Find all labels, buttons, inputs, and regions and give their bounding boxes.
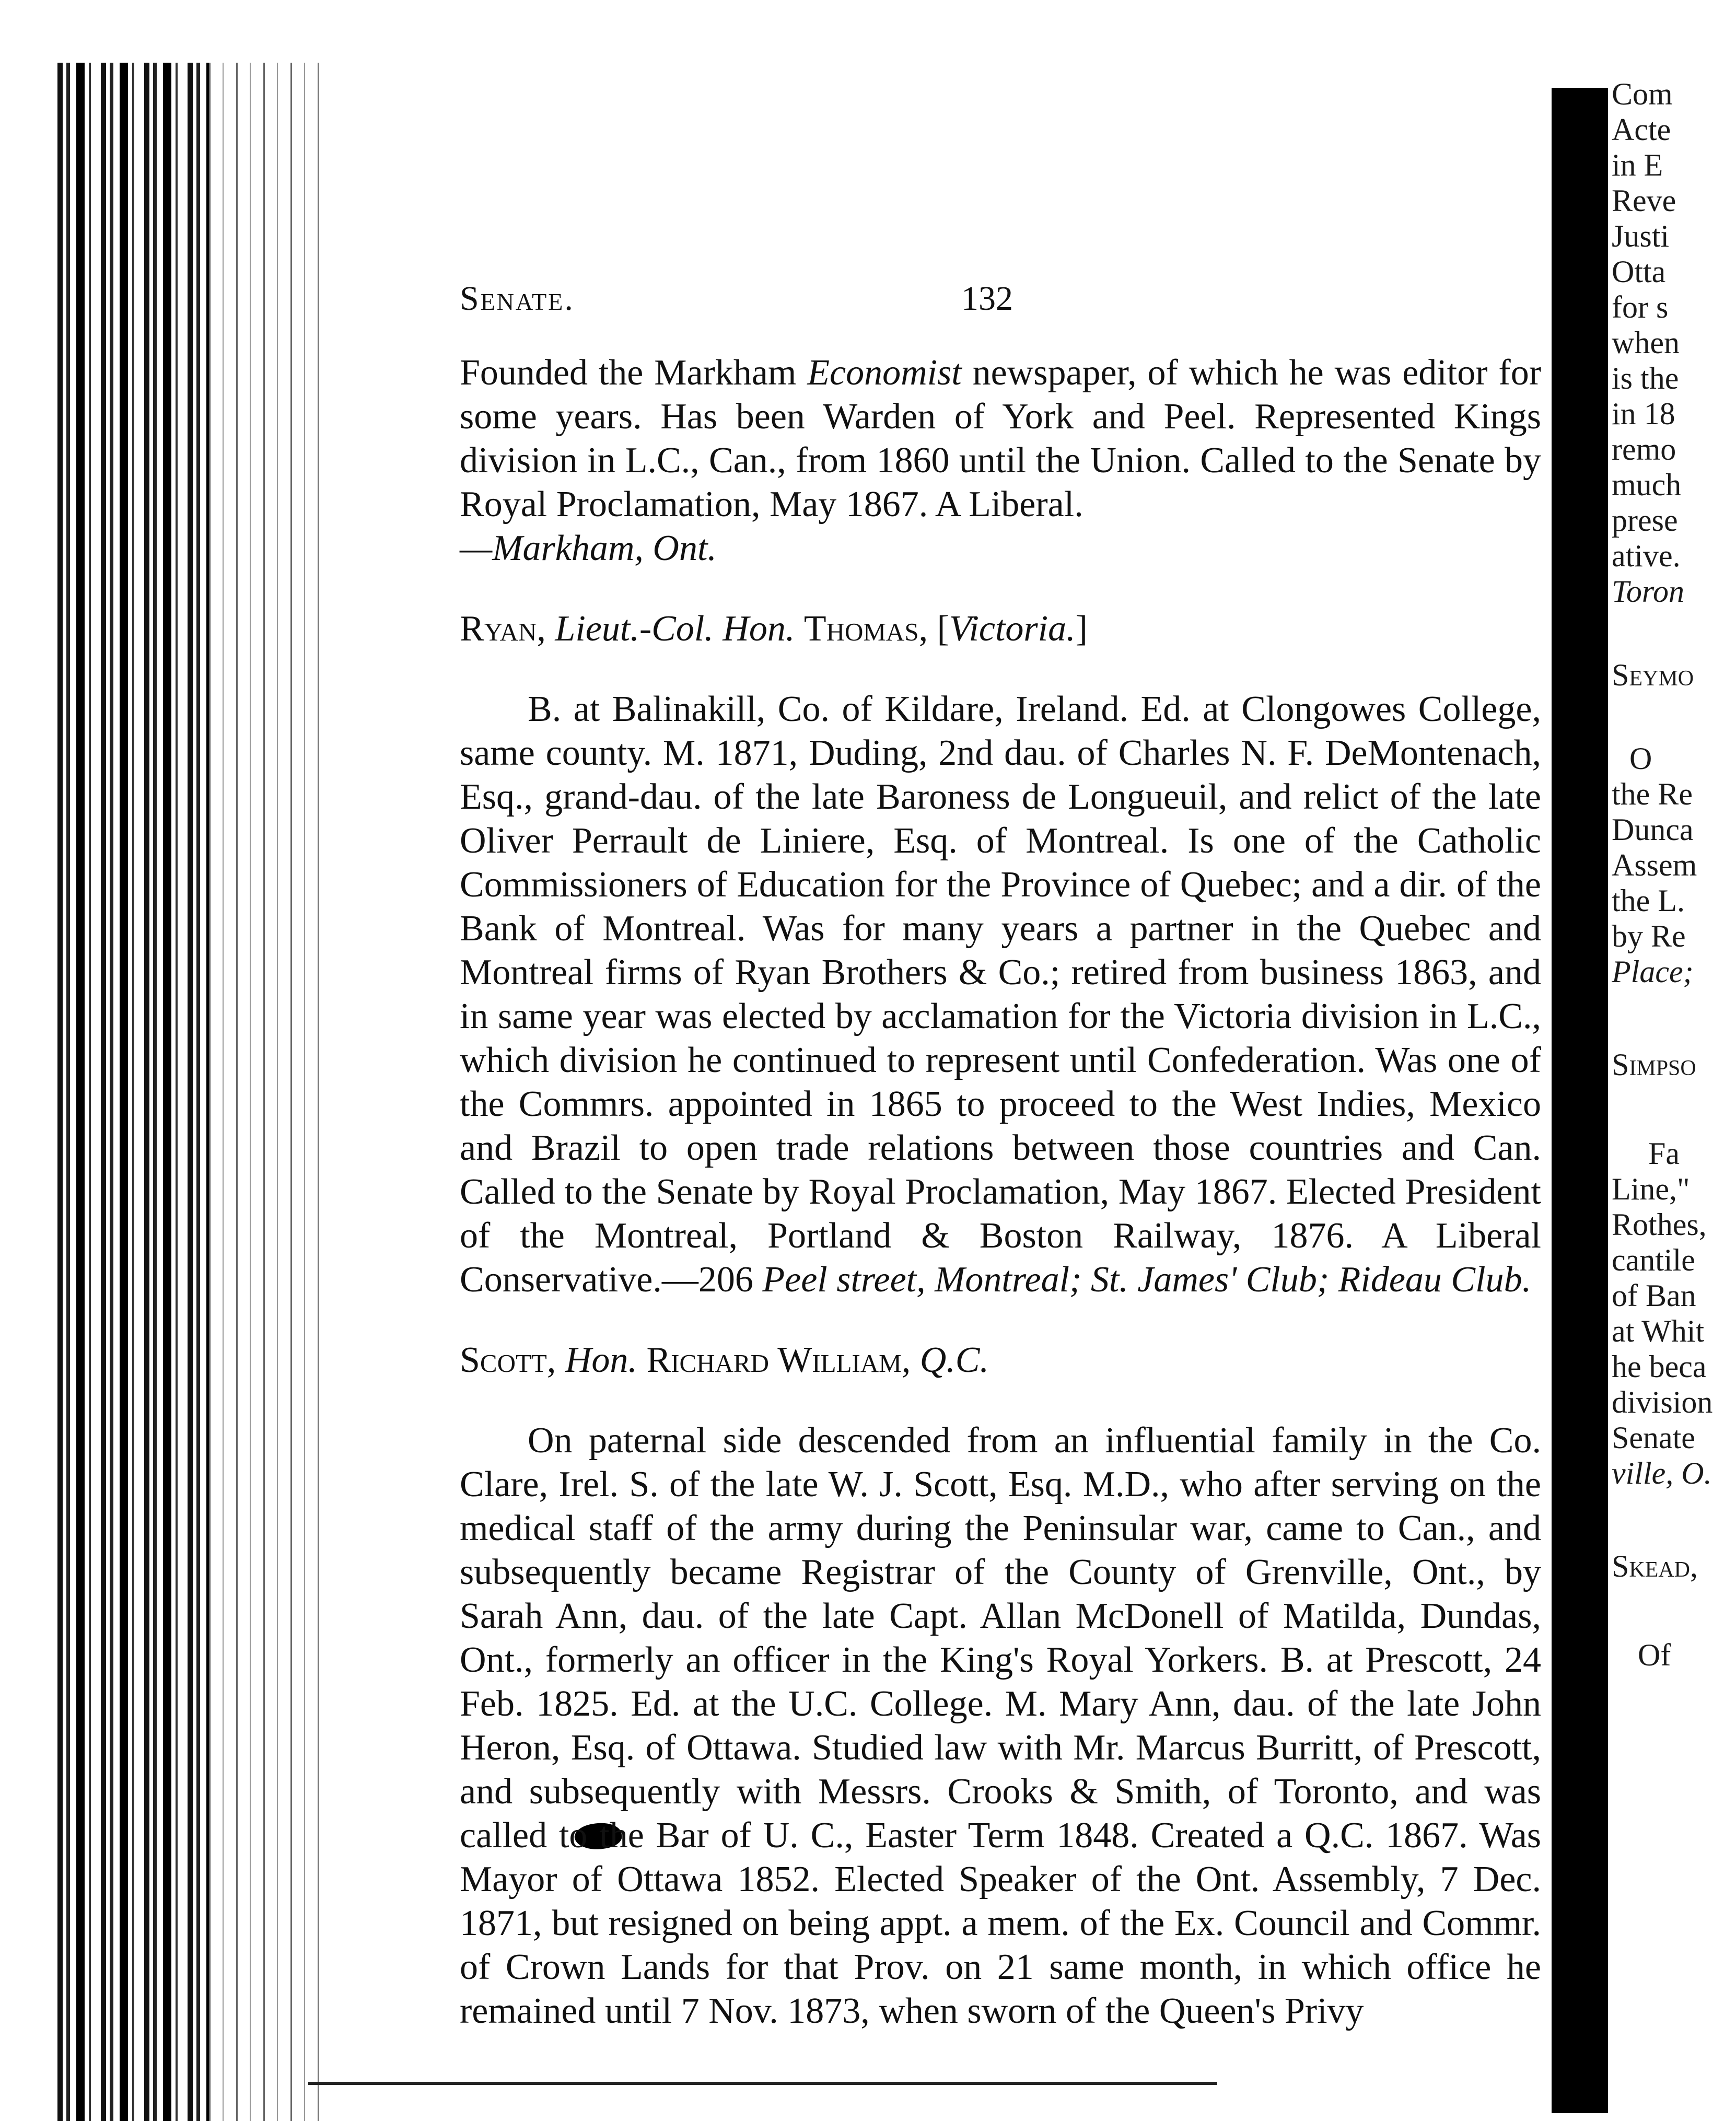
running-head: Senate. bbox=[460, 279, 575, 318]
right-fragment: is the bbox=[1612, 361, 1679, 395]
right-fragment: Reve bbox=[1612, 183, 1676, 218]
right-fragment: the Re bbox=[1612, 777, 1693, 811]
ryan-address: Peel street, Montreal; St. James' Club; Rideau Club. bbox=[762, 1260, 1532, 1300]
entry-body-scott: On paternal side descended from an influential family in the Co. Clare, Irel. S. of the late W. J. Scott, Esq. M.D., who after serving on the medical staff of the army during the Peninsular war, came to Can., and subsequently became Registrar of the County of Grenville, Ont., by Sarah Ann, dau. of the late Capt. Allan McDonell of Matilda, Dundas, Ont., formerly an officer in the King's Royal Yorkers. B. at Prescott, 24 Feb. 1825. Ed. at the U.C. College. M. Mary Ann, dau. of the late John Heron, Esq. of Ottawa. Studied law with Mr. Marcus Burritt, of Prescott, and subsequently with Messrs. Crooks & Smith, of Toronto, and was called to the Bar of U. C., Easter Term 1848. Created a Q.C. 1867. Was Mayor of Ottawa 1852. Elected Speaker of the Ont. Assembly, 7 Dec. 1871, but resigned on being appt. a mem. of the Ex. Council and Commr. of Crown Lands for that Prov. on 21 same month, in which office he remained until 7 Nov. 1873, when sworn of the Queen's Privy bbox=[460, 1420, 1541, 2031]
right-fragment: Assem bbox=[1612, 848, 1697, 882]
right-fragment: when bbox=[1612, 325, 1680, 360]
continuation-text-2: newspaper, of which he was editor for some years. Has been Warden of York and Peel. Represented Kings division in L.C., Can., from 1860 until the Union. Called to the Senate by Royal Proclamation, May 1867. A Liberal. bbox=[460, 353, 1541, 525]
right-fragment: Line," bbox=[1612, 1172, 1690, 1206]
right-fragment: of Ban bbox=[1612, 1278, 1696, 1313]
scott-title: Hon. bbox=[565, 1340, 637, 1380]
page-number: 132 bbox=[961, 279, 1013, 318]
page-header bbox=[460, 277, 1541, 321]
right-fragment: Of bbox=[1638, 1638, 1671, 1672]
right-fragment: at Whit bbox=[1612, 1314, 1705, 1348]
right-fragment: he beca bbox=[1612, 1349, 1707, 1384]
right-fragment: Senate bbox=[1612, 1420, 1695, 1455]
page-bottom-edge bbox=[308, 2082, 1217, 2085]
right-fragment: Rothes, bbox=[1612, 1207, 1707, 1242]
scott-forename: Richard William, bbox=[646, 1340, 911, 1380]
scott-suffix: Q.C. bbox=[919, 1340, 989, 1380]
ryan-division: Victoria. bbox=[949, 609, 1076, 649]
scott-surname: Scott, bbox=[460, 1340, 556, 1380]
right-fragment: Seymo bbox=[1612, 658, 1694, 692]
spine-shadow-bar bbox=[1552, 88, 1608, 2113]
right-fragment: Toron bbox=[1612, 574, 1684, 609]
right-fragment: O bbox=[1629, 741, 1652, 776]
right-fragment: in 18 bbox=[1612, 397, 1675, 431]
right-fragment: Com bbox=[1612, 77, 1673, 111]
facing-page-fragment bbox=[1612, 0, 1736, 2113]
right-fragment: ative. bbox=[1612, 539, 1681, 573]
continuation-text-1: Founded the Markham bbox=[460, 353, 808, 393]
right-fragment: for s bbox=[1612, 290, 1669, 324]
right-fragment: by Re bbox=[1612, 919, 1686, 953]
continuation-paragraph bbox=[460, 351, 1541, 527]
binding-shadow bbox=[209, 63, 319, 2121]
right-fragment: ville, O. bbox=[1612, 1456, 1712, 1490]
right-fragment: much bbox=[1612, 468, 1682, 502]
continuation-address: —Markham, Ont. bbox=[460, 528, 717, 568]
ryan-division-open: [ bbox=[937, 609, 949, 649]
right-fragment: Acte bbox=[1612, 112, 1671, 147]
text-column bbox=[460, 277, 1541, 2033]
entry-heading-scott bbox=[460, 1338, 1541, 1382]
right-fragment: Place; bbox=[1612, 954, 1694, 989]
right-fragment: Skead, bbox=[1612, 1549, 1698, 1583]
right-fragment: the L. bbox=[1612, 883, 1685, 918]
right-fragment: prese bbox=[1612, 503, 1678, 538]
right-fragment: Otta bbox=[1612, 254, 1666, 289]
right-fragment: division bbox=[1612, 1385, 1713, 1419]
ryan-forename: Thomas, bbox=[803, 609, 928, 649]
newspaper-title: Economist bbox=[807, 353, 962, 393]
ryan-body: B. at Balinakill, Co. of Kildare, Ireland. Ed. at Clongowes College, same county. M. 1871, Duding, 2nd dau. of Charles N. F. DeMontenach, Esq., grand-dau. of the late Baroness de Longueuil, and relict of the late Oliver Perrault de Liniere, Esq. of Montreal. Is one of the Catholic Commissioners of Education for the Province of Quebec; and a dir. of the Bank of Montreal. Was for many years a partner in the Quebec and Montreal firms of Ryan Brothers & Co.; retired from business 1863, and in same year was elected by acclamation for the Victoria division in L.C., which division he continued to represent until Confederation. Was one of the Commrs. appointed in 1865 to proceed to the West Indies, Mexico and Brazil to open trade relations between those countries and Can. Called to the Senate by Royal Proclamation, May 1867. Elected President of the Montreal, Portland & Boston Railway, 1876. A Liberal Conservative.—206 bbox=[460, 689, 1541, 1300]
entry-heading-ryan bbox=[460, 607, 1541, 651]
right-fragment: cantile bbox=[1612, 1243, 1695, 1277]
right-fragment: Justi bbox=[1612, 219, 1670, 253]
ryan-surname: Ryan, bbox=[460, 609, 546, 649]
right-fragment: remo bbox=[1612, 432, 1676, 467]
ryan-title: Lieut.-Col. Hon. bbox=[555, 609, 795, 649]
right-fragment: in E bbox=[1612, 148, 1663, 182]
entry-body-ryan bbox=[460, 687, 1541, 1302]
right-fragment: Fa bbox=[1648, 1136, 1680, 1171]
right-fragment: Dunca bbox=[1612, 812, 1694, 847]
right-fragment: Simpso bbox=[1612, 1047, 1696, 1082]
ryan-division-close: ] bbox=[1075, 609, 1088, 649]
